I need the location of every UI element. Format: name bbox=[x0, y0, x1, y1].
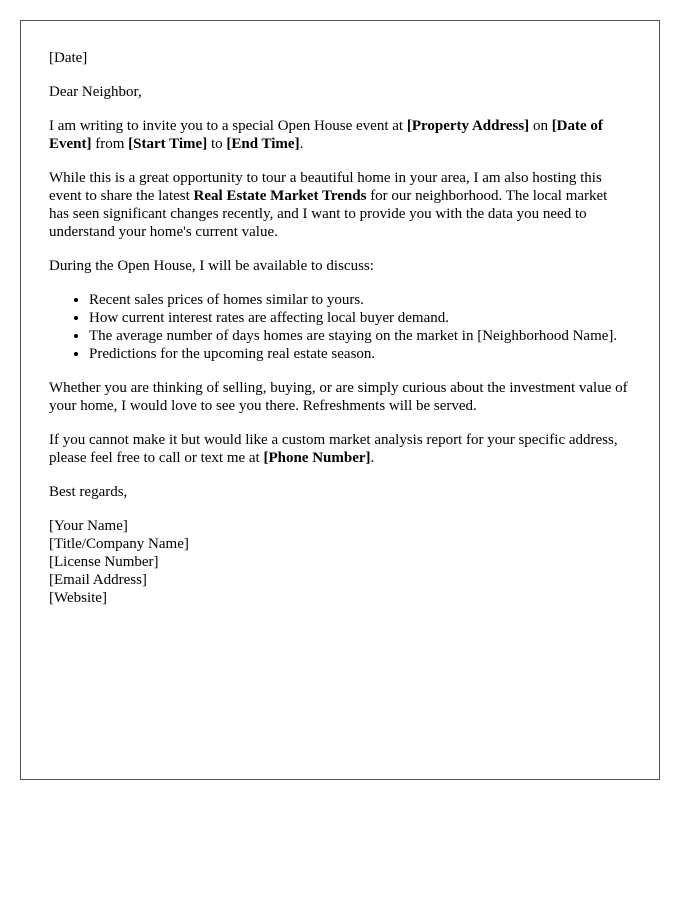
property-address-placeholder: [Property Address] bbox=[406, 118, 530, 134]
text-run: . bbox=[299, 136, 304, 152]
start-time-placeholder: [Start Time] bbox=[128, 136, 208, 152]
list-item: • Recent sales prices of homes similar to yours. bbox=[89, 291, 631, 309]
letter-document bbox=[20, 20, 660, 780]
text-run: If you cannot make it but would like a custom market analysis report for your specific address, please feel free to call or text me at bbox=[49, 432, 618, 466]
letter-date: [Date] bbox=[49, 50, 88, 66]
event-date-placeholder: [Date of Event] bbox=[49, 118, 603, 152]
list-item: • How current interest rates are affecting local buyer demand. bbox=[89, 309, 631, 327]
contact-paragraph bbox=[49, 431, 631, 467]
market-trends-emphasis: Real Estate Market Trends bbox=[193, 188, 367, 204]
letter-salutation: Dear Neighbor, bbox=[49, 84, 142, 100]
signature-block bbox=[49, 517, 631, 607]
text-run: from bbox=[91, 136, 129, 152]
text-run: I am writing to invite you to a special Open House event at bbox=[49, 118, 407, 134]
text-run: . bbox=[370, 450, 375, 466]
invitation-paragraph bbox=[49, 117, 631, 153]
list-item: • Predictions for the upcoming real estate season. bbox=[89, 345, 631, 363]
market-trends-paragraph bbox=[49, 169, 631, 241]
signature-title: [Title/Company Name] bbox=[49, 536, 189, 552]
discussion-topics-list bbox=[49, 291, 631, 363]
signature-email: [Email Address] bbox=[49, 572, 147, 588]
signature-website: [Website] bbox=[49, 590, 107, 606]
invitation-closing-paragraph: Whether you are thinking of selling, buying, or are simply curious about the investment value of your home, I would love to see you there. Refreshments will be served. bbox=[49, 380, 628, 414]
phone-number-placeholder: [Phone Number] bbox=[263, 450, 371, 466]
text-run: on bbox=[529, 118, 552, 134]
text-run: for our neighborhood. The local market has seen significant changes recently, and I want to provide you with the data you need to understand your home's current value. bbox=[49, 188, 608, 240]
signature-name: [Your Name] bbox=[49, 518, 128, 534]
end-time-placeholder: [End Time] bbox=[226, 136, 300, 152]
list-item: • The average number of days homes are staying on the market in [Neighborhood Name]. bbox=[89, 327, 631, 345]
letter-closing: Best regards, bbox=[49, 484, 128, 500]
text-run: to bbox=[207, 136, 227, 152]
signature-license: [License Number] bbox=[49, 554, 159, 570]
discussion-intro: During the Open House, I will be available to discuss: bbox=[49, 258, 374, 274]
text-run: While this is a great opportunity to tour a beautiful home in your area, I am also hosting this event to share the latest bbox=[49, 170, 602, 204]
